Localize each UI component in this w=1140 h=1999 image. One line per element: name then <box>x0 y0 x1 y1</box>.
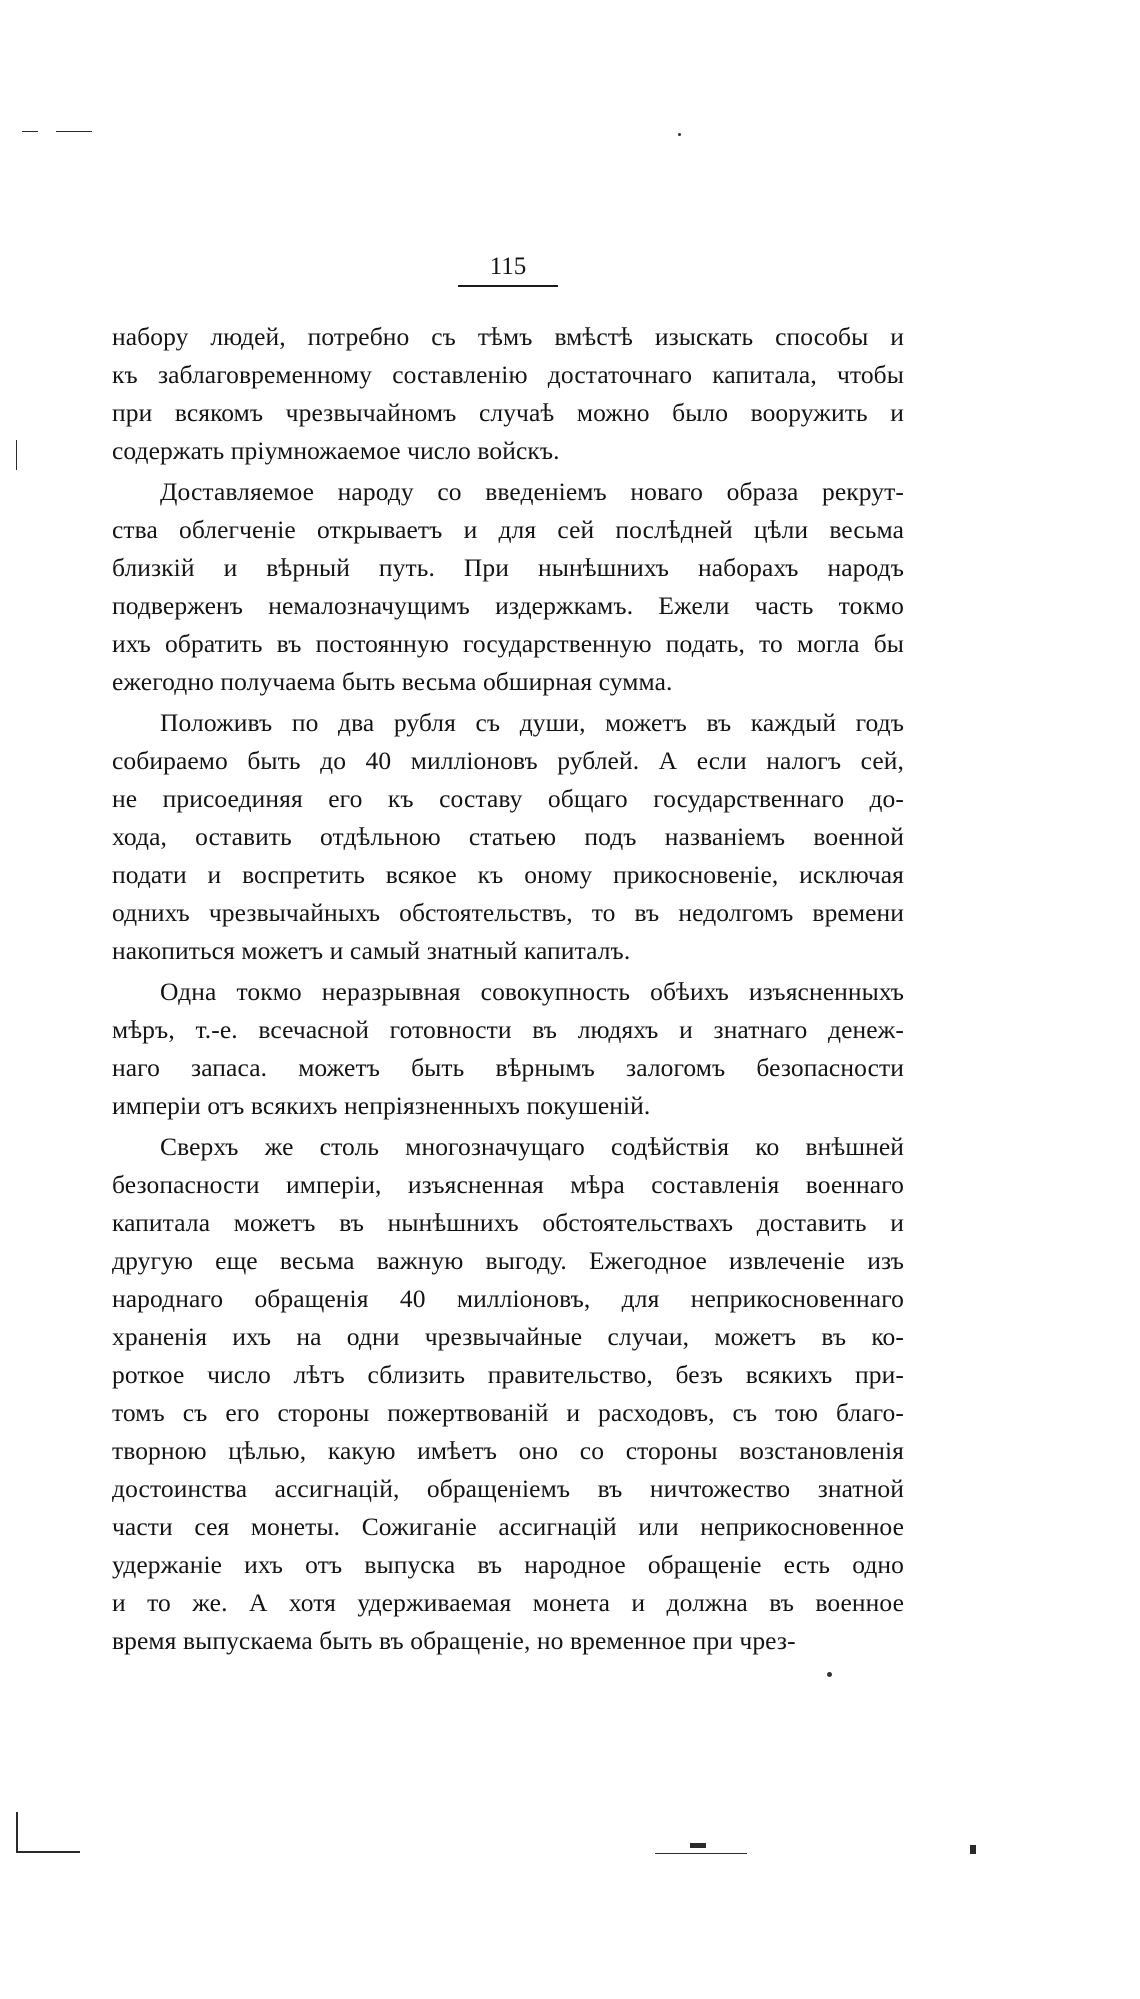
text-line: достоинства ассигнацій, обращеніемъ въ ничтожество знатной <box>112 1474 904 1503</box>
text-line: удержаніе ихъ отъ выпуска въ народное обращеніе есть одно <box>112 1550 904 1579</box>
text-line: другую еще весьма важную выгоду. Ежегодное извлеченіе изъ <box>112 1246 904 1275</box>
text-line: къ заблаговременному составленію достаточнаго капитала, чтобы <box>112 360 904 389</box>
text-line: ежегодно получаема быть весьма обширная сумма. <box>112 667 673 696</box>
scan-mark-margin-left <box>16 440 17 470</box>
scan-dot-top <box>678 133 681 136</box>
text-line: капитала можетъ въ нынѣшнихъ обстоятельствахъ доставить и <box>112 1208 904 1237</box>
text-line: безопасности имперіи, изъясненная мѣра составленія военнаго <box>112 1170 904 1199</box>
paragraph <box>112 473 904 701</box>
paragraph <box>112 1128 904 1660</box>
text-line: подверженъ немалозначущимъ издержкамъ. Ежели часть токмо <box>112 591 904 620</box>
text-line: народнаго обращенія 40 милліоновъ, для неприкосновеннаго <box>112 1284 904 1313</box>
text-line: Одна токмо неразрывная совокупность обѣихъ изъясненныхъ <box>160 977 904 1006</box>
text-line: содержать пріумножаемое число войскъ. <box>112 436 560 465</box>
paragraph <box>112 973 904 1125</box>
text-line: ихъ обратить въ постоянную государственную подать, то могла бы <box>112 629 904 658</box>
text-line: ства облегченіе открываетъ и для сей послѣдней цѣли весьма <box>112 515 904 544</box>
text-line: хода, оставить отдѣльною статьею подъ названіемъ военной <box>112 822 904 851</box>
page-number-rule <box>458 285 558 287</box>
scan-mark-top-left-1 <box>22 131 38 132</box>
text-line: части сея монеты. Сожиганіе ассигнацій или неприкосновенное <box>112 1512 904 1541</box>
text-line: собираемо быть до 40 милліоновъ рублей. А если налогъ сей, <box>112 746 904 775</box>
text-line: творною цѣлью, какую имѣетъ оно со стороны возстановленія <box>112 1436 904 1465</box>
text-line: набору людей, потребно съ тѣмъ вмѣстѣ изыскать способы и <box>112 322 904 351</box>
text-line: имперіи отъ всякихъ непріязненныхъ покушеній. <box>112 1091 651 1120</box>
scan-mark-bottom-center-blot <box>690 1843 706 1848</box>
page-number: 115 <box>489 253 527 280</box>
body-text <box>112 318 904 1660</box>
text-line: при всякомъ чрезвычайномъ случаѣ можно было вооружить и <box>112 398 904 427</box>
text-line: Доставляемое народу со введеніемъ новаго образа рекрут- <box>160 477 904 506</box>
text-line: мѣръ, т.-е. всечасной готовности въ людяхъ и знатнаго денеж- <box>112 1015 904 1044</box>
text-line: накопиться можетъ и самый знатный капиталъ. <box>112 936 631 965</box>
text-line: не присоединяя его къ составу общаго государственнаго до- <box>112 784 904 813</box>
scan-mark-bottom-left-v <box>16 1812 18 1852</box>
text-line: роткое число лѣтъ сблизить правительство, безъ всякихъ при- <box>112 1360 904 1389</box>
scan-mark-bottom-right <box>970 1845 976 1854</box>
scan-mark-top-left-2 <box>56 131 92 132</box>
text-line: близкій и вѣрный путь. При нынѣшнихъ наборахъ народъ <box>112 553 904 582</box>
scan-mark-bottom-center <box>655 1853 747 1854</box>
scan-mark-bottom-left-h <box>16 1851 80 1853</box>
text-line: наго запаса. можетъ быть вѣрнымъ залогомъ безопасности <box>112 1053 904 1082</box>
text-line: подати и воспретить всякое къ оному прикосновеніе, исключая <box>112 860 904 889</box>
text-line: Сверхъ же столь многозначущаго содѣйствія ко внѣшней <box>160 1132 904 1161</box>
paragraph <box>112 704 904 970</box>
scan-dot-right <box>827 1672 832 1677</box>
text-line: однихъ чрезвычайныхъ обстоятельствъ, то въ недолгомъ времени <box>112 898 904 927</box>
text-line: томъ съ его стороны пожертвованій и расходовъ, съ тою благо- <box>112 1398 904 1427</box>
text-line: Положивъ по два рубля съ души, можетъ въ каждый годъ <box>160 708 904 737</box>
text-line: и то же. А хотя удерживаемая монета и должна въ военное <box>112 1588 904 1617</box>
text-line: время выпускаема быть въ обращеніе, но временное при чрез- <box>112 1626 796 1655</box>
paragraph <box>112 318 904 470</box>
text-line: храненія ихъ на одни чрезвычайные случаи, можетъ въ ко- <box>112 1322 904 1351</box>
